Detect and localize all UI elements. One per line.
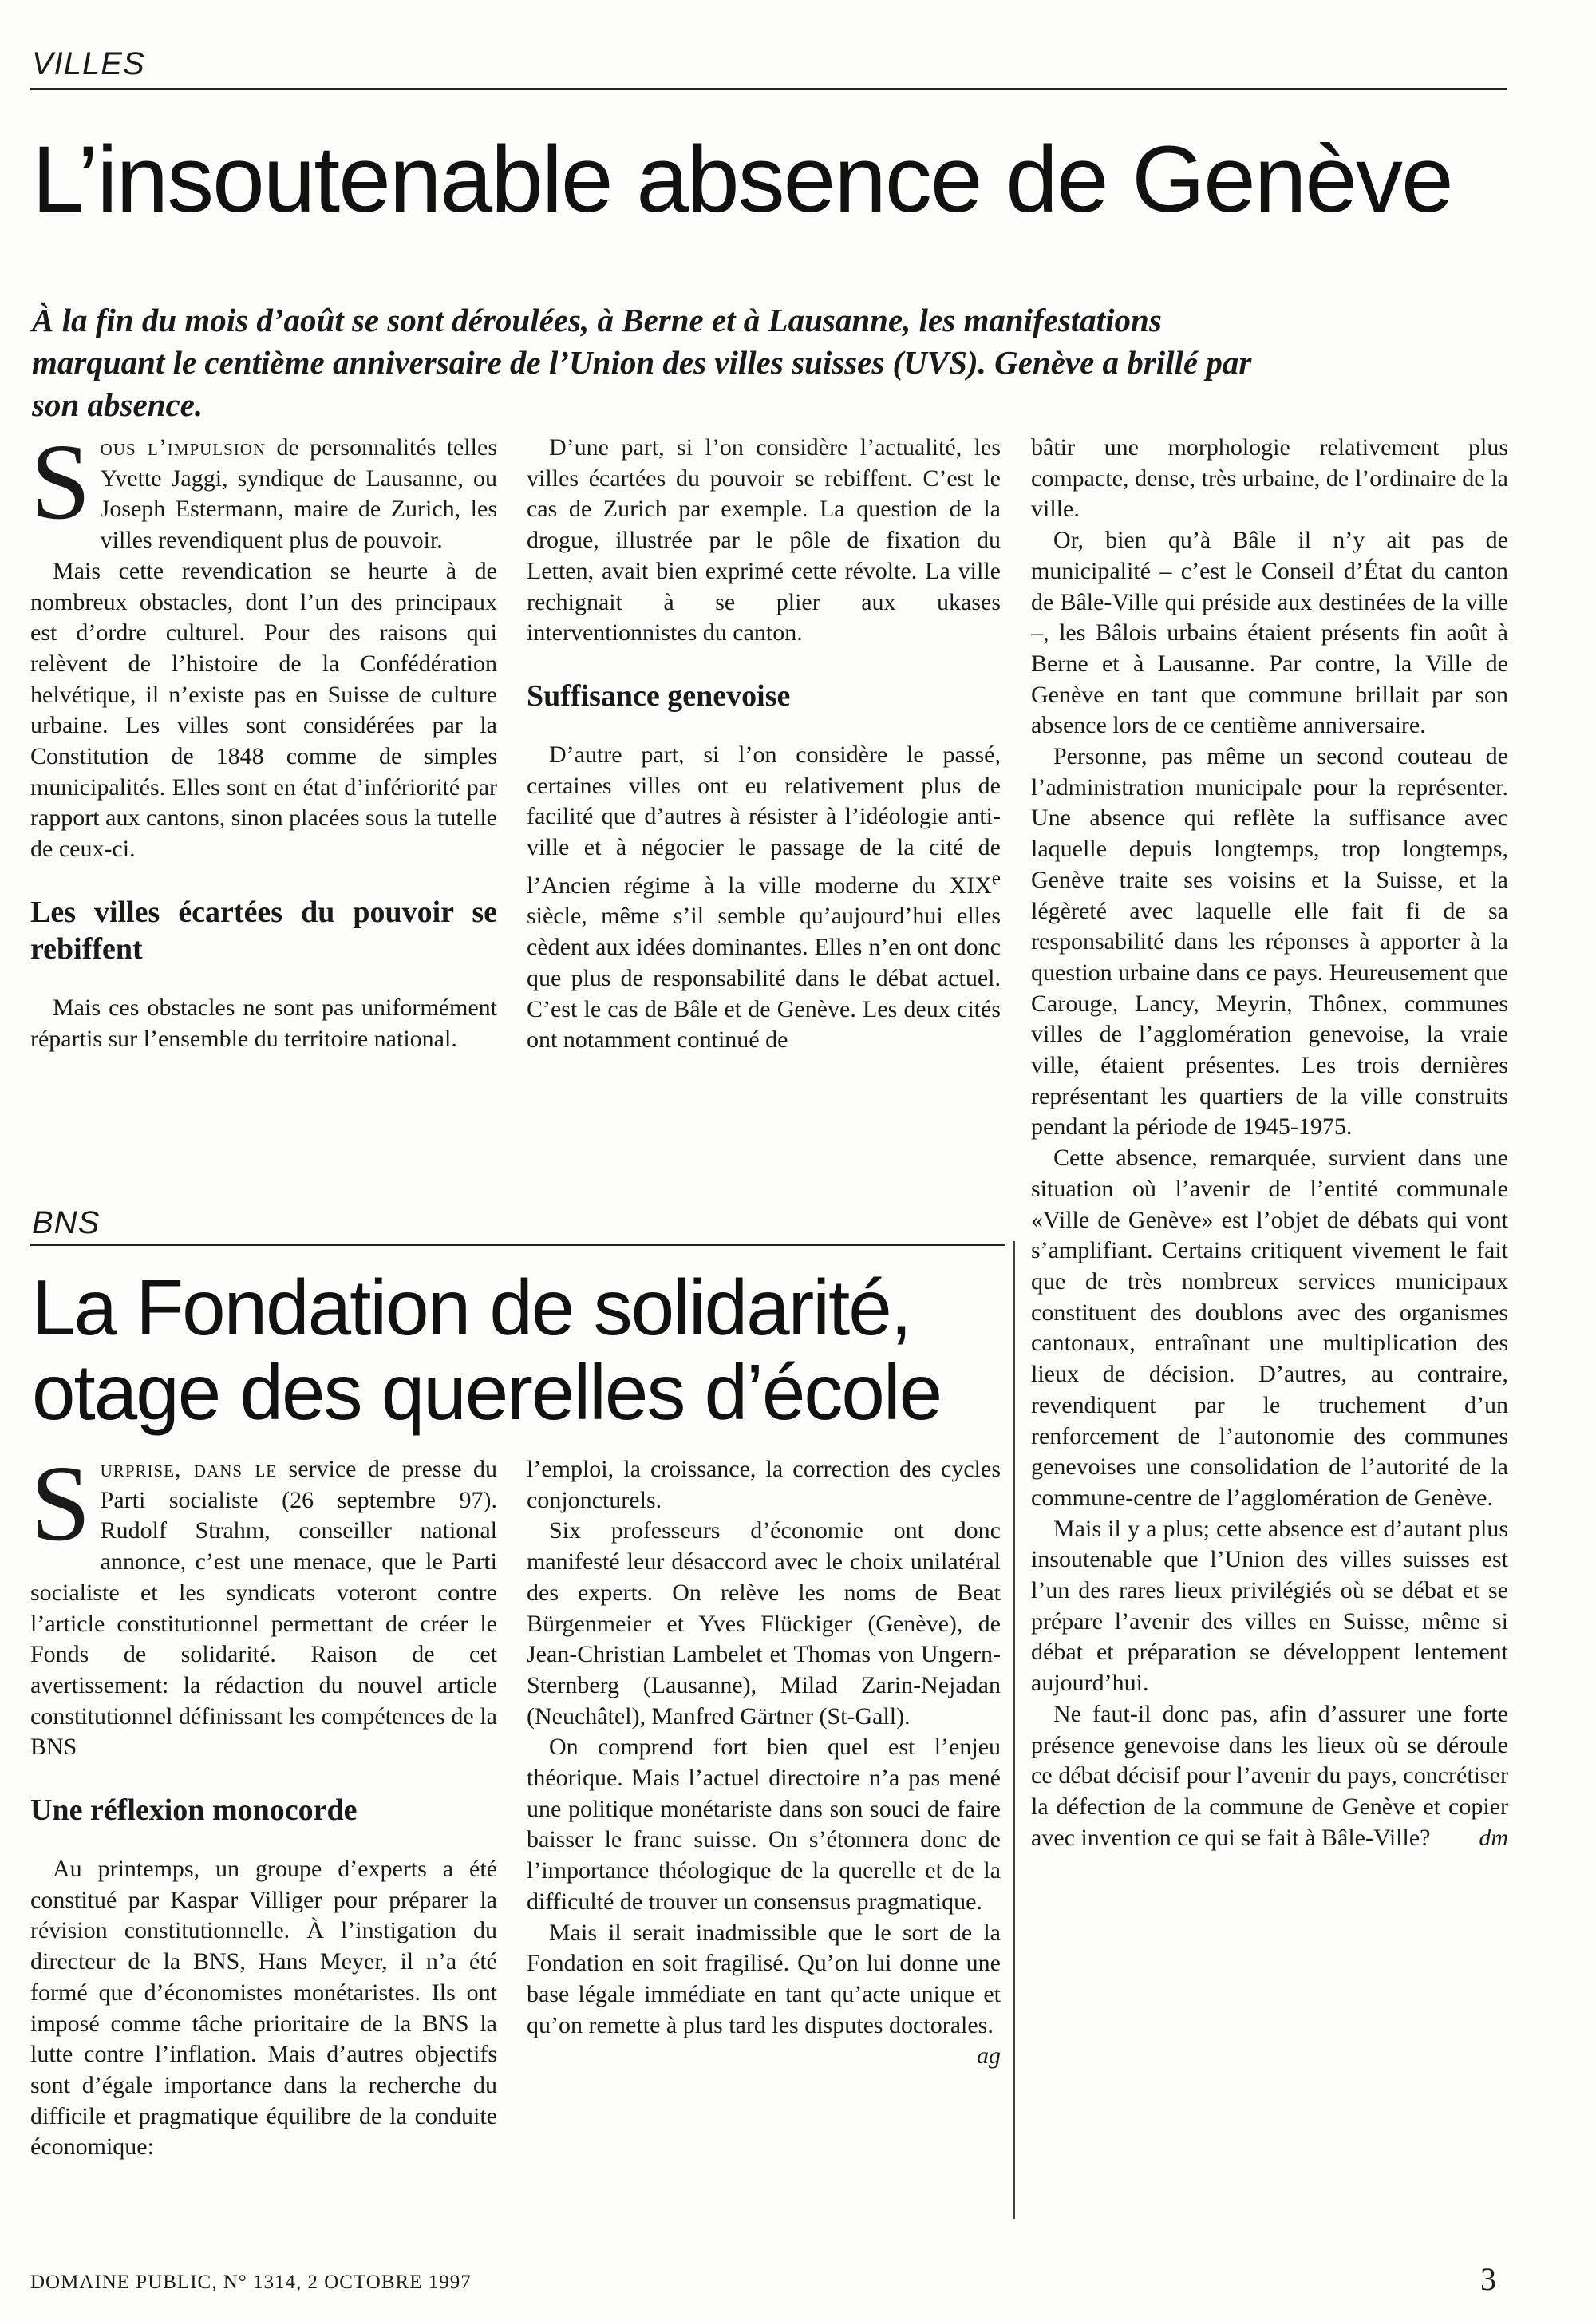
- section-kicker-villes: VILLES: [32, 46, 145, 81]
- title-line: La Fondation de solidarité,: [32, 1263, 911, 1351]
- page-number: 3: [1480, 2261, 1496, 2297]
- paragraph: [527, 740, 1001, 1056]
- paragraph-text: Mais il serait inadmissible que le sort de la Fondation en soit fragilisé. Qu’on lui donne une base légale immédiate en tant qu’acte unique et qu’on remette à plus tard les disputes doctorales.: [527, 1919, 1001, 2038]
- paragraph: On comprend fort bien quel est l’enjeu théorique. Mais l’actuel directoire n’a pas mené une politique monétariste dans son souci de faire baisser le franc suisse. On s’étonnera donc de l’importance théologique de la querelle et de la difficulté de trouver un consensus pragmatique.: [527, 1734, 1001, 1915]
- subheading: Les villes écartées du pouvoir se rebiffent: [30, 895, 497, 966]
- article1-column-3: [1031, 433, 1508, 1853]
- paragraph: l’emploi, la croissance, la correction des cycles conjoncturels.: [527, 1456, 1001, 1513]
- small-caps-opening: urprise, dans le: [100, 1456, 278, 1482]
- paragraph: Au printemps, un groupe d’experts a été constitué par Kaspar Villiger pour préparer la révision constitutionnelle. À l’instigation du directeur de la BNS, Hans Meyer, il n’a été formé que d’économistes monétaristes. Ils ont imposé comme tâche prioritaire de la BNS la lutte contre l’inflation. Mais d’autres objectifs sont d’égale importance dans la recherche du difficile et pragmatique équilibre de la conduite économique:: [30, 1856, 497, 2161]
- title-line: otage des querelles d’école: [32, 1348, 942, 1436]
- article1-column-1: [30, 422, 498, 1054]
- paragraph: Or, bien qu’à Bâle il n’y ait pas de municipalité – c’est le Conseil d’État du canton de Bâle-Ville qui préside aux destinées de la ville –, les Bâlois urbains étaient présents fin août à Berne et à Lausanne. Par contre, la Ville de Genève en tant que commune brillait par son absence lors de ce centième anniversaire.: [1031, 527, 1508, 739]
- paragraph-text: D’autre part, si l’on considère le passé, certaines villes ont eu relativement plus de facilité que d’autres à résister à l’idéologie anti-ville et à négocier le passage de la cité de l’Ancien régime à la ville moderne du XIX: [527, 741, 1001, 899]
- paragraph: Personne, pas même un second couteau de l’administration municipale pour la représenter. Une absence qui reflète la suffisance avec laquelle depuis longtemps, trop longtemps, Genève traite ses voisins et la Suisse, et la légèreté avec laquelle elle fait fi de sa responsabilité dans les réponses à apporter à la question urbaine dans ce pays. Heureusement que Carouge, Lancy, Meyrin, Thônex, communes villes de l’agglomération genevoise, la vraie ville, étaient présentes. Les trois dernières représentant les quartiers de la ville construits pendant la période de 1945-1975.: [1031, 743, 1508, 1141]
- paragraph: Cette absence, remarquée, survient dans une situation où l’avenir de l’entité communale «Ville de Genève» est l’objet de débats qui vont s’amplifiant. Certains critiquent vivement le fait que de très nombreux services municipaux constituent des doublons avec des organismes cantonaux, entraînant une multiplication des lieux de décision. D’autres, au contraire, revendiquent par le truchement d’un renforcement de l’autonomie des communes genevoises une consolidation de l’autorité de la commune-centre de l’agglomération de Genève.: [1031, 1145, 1508, 1511]
- small-caps-opening: ous l’impulsion: [100, 434, 267, 461]
- paragraph: [30, 1444, 497, 1763]
- article2-column-2: [527, 1454, 1001, 2072]
- paragraph: D’une part, si l’on considère l’actualité, les villes écartées du pouvoir se rebiffent. C’est le cas de Zurich par exemple. La question de la drogue, illustrée par le pôle de fixation du Letten, avait bien exprimé cette révolte. La ville rechignait à se plier aux ukases interventionnistes du canton.: [527, 434, 1001, 646]
- paragraph: Mais ces obstacles ne sont pas uniformément répartis sur l’ensemble du territoire national.: [30, 994, 497, 1052]
- paragraph-text: de personnalités telles Yvette Jaggi, syndique de Lausanne, ou Joseph Estermann, maire de Zurich, les villes revendiquent plus de pouvoir.: [100, 434, 498, 554]
- drop-cap: S: [30, 1444, 91, 1564]
- paragraph: Mais il y a plus; cette absence est d’autant plus insoutenable que l’Union des villes suisses est l’un des rares lieux privilégiés où se débat et se prépare l’avenir des villes en Suisse, même si débat et préparation se développent lentement aujourd’hui.: [1031, 1515, 1508, 1697]
- paragraph: [527, 1918, 1001, 2070]
- drop-cap: S: [30, 422, 91, 542]
- author-signature: dm: [1479, 1824, 1508, 1851]
- section-kicker-bns: BNS: [32, 1205, 101, 1240]
- paragraph-text: siècle, même s’il semble qu’aujourd’hui elles cèdent aux idées dominantes. Elles n’en ont donc que plus de responsabilité dans le débat actuel. C’est le cas de Bâle et de Genève. Les deux cités ont notamment continué de: [527, 903, 1001, 1054]
- paragraph: [30, 422, 498, 556]
- paragraph: bâtir une morphologie relativement plus compacte, dense, très urbaine, de l’ordinaire de la ville.: [1031, 434, 1508, 523]
- paragraph: Six professeurs d’économie ont donc manifesté leur désaccord avec le choix unilatéral des experts. On relève les noms de Beat Bürgenmeier et Yves Flückiger (Genève), de Jean-Christian Lambelet et Thomas von Ungern-Sternberg (Lausanne), Milad Zarin-Nejadan (Neuchâtel), Manfred Gärtner (St-Gall).: [527, 1517, 1001, 1730]
- superscript: e: [991, 867, 1001, 889]
- subheading: Suffisance genevoise: [527, 678, 791, 713]
- paragraph: Mais cette revendication se heurte à de nombreux obstacles, dont l’un des principaux est d’ordre culturel. Pour des raisons qui relèvent de l’histoire de la Confédération helvétique, il n’existe pas en Suisse de culture urbaine. Les villes sont considérées par la Constitution de 1848 comme de simples municipalités. Elles sont en état d’infériorité par rapport aux cantons, sinon placées sous la tutelle de ceux-ci.: [30, 557, 497, 863]
- section-rule-bns: [30, 1244, 1005, 1246]
- subheading: Une réflexion monocorde: [30, 1793, 358, 1828]
- page-footer-publication: DOMAINE PUBLIC, N° 1314, 2 OCTOBRE 1997: [30, 2272, 472, 2293]
- paragraph-text: Ne faut-il donc pas, afin d’assurer une forte présence genevoise dans les lieux où se déroule ce débat décisif pour l’avenir du pays, concrétiser la défection de la commune de Genève et copier avec invention ce qui se fait à Bâle-Ville?: [1031, 1700, 1508, 1851]
- article1-column-2: [527, 433, 1001, 1056]
- article2-column-1: [30, 1444, 497, 2163]
- article-title-fondation: [32, 1265, 941, 1434]
- article-title-geneve: L’insoutenable absence de Genève: [32, 127, 1452, 232]
- author-signature: ag: [977, 2042, 1001, 2070]
- article-lead: À la fin du mois d’août se sont déroulées, à Berne et à Lausanne, les manifestations marquant le centième anniversaire de l’Union des villes suisses (UVS). Genève a brillé par son absence.: [32, 302, 1252, 423]
- column-divider: [1013, 1241, 1015, 2219]
- section-rule-top: [30, 88, 1507, 90]
- paragraph-text: service de presse du Parti socialiste (26 septembre 97). Rudolf Strahm, conseiller national annonce, c’est une menace, que le Parti socialiste et les syndicats voteront contre l’article constitutionnel permettant de créer le Fonds de solidarité. Raison de cet avertissement: la rédaction du nouvel article constitutionnel définissant les compétences de la BNS: [30, 1456, 497, 1761]
- paragraph: [1031, 1699, 1508, 1854]
